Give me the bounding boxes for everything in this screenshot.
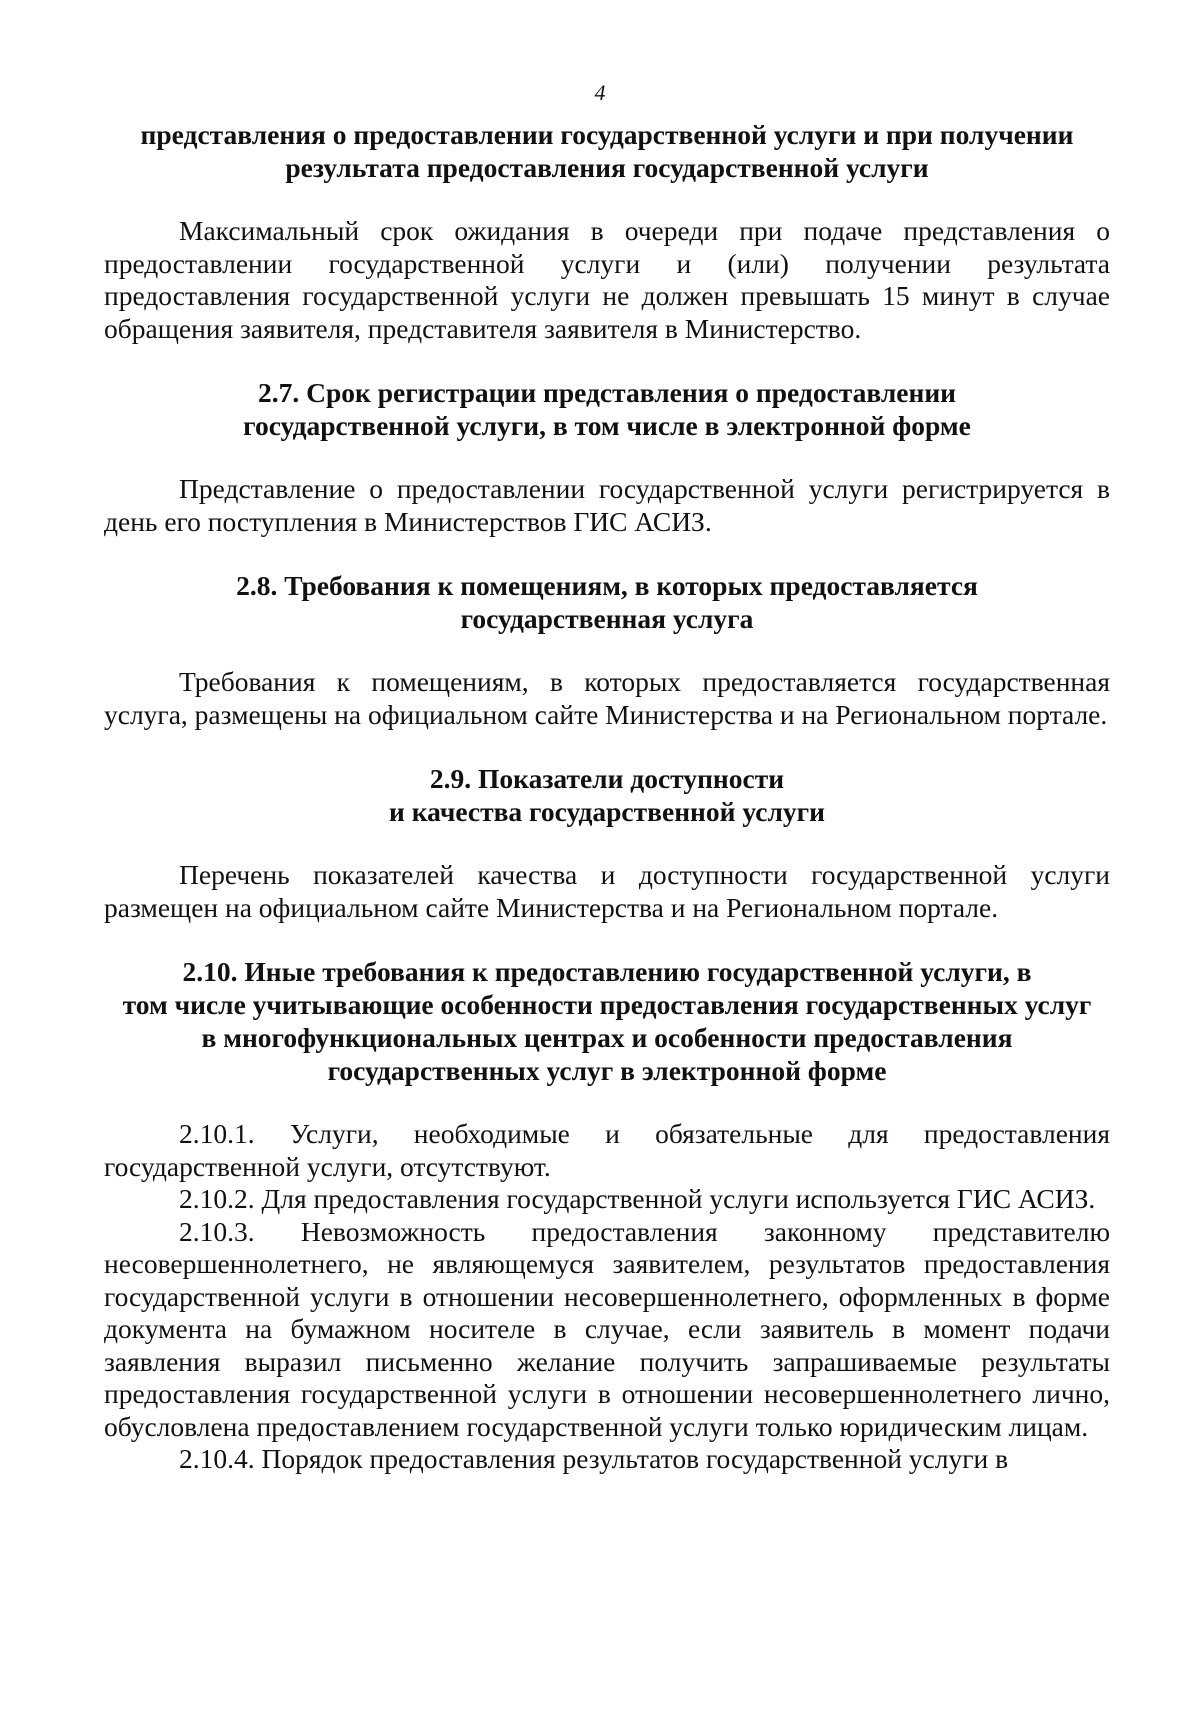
clause-2-10-2: 2.10.2. Для предоставления государственной услуги используется ГИС АСИЗ. [179, 1183, 1096, 1214]
heading-line: 2.9. Показатели доступности [429, 763, 785, 794]
section-heading-2-7 [104, 376, 1110, 442]
heading-line: 2.10. Иные требования к предоставлению государственной услуги, в [182, 956, 1032, 987]
page-number: 4 [594, 80, 606, 105]
heading-line: государственная услуга [460, 603, 754, 634]
document-body [104, 118, 1110, 1476]
body-paragraph: Представление о предоставлении государственной услуги регистрируется в день его поступления в Министерствов ГИС АСИЗ. [104, 473, 1110, 537]
clause-2-10-1: 2.10.1. Услуги, необходимые и обязательные для предоставления государственной услуги, отсутствуют. [104, 1118, 1110, 1182]
heading-line: государственных услуг в электронной форме [327, 1055, 887, 1086]
section-heading [104, 118, 1110, 184]
heading-line: в многофункциональных центрах и особенности предоставления [201, 1022, 1013, 1053]
heading-line: 2.8. Требования к помещениям, в которых предоставляется [236, 570, 978, 601]
heading-line: представления о предоставлении государственной услуги и при получении [140, 119, 1074, 150]
body-paragraph: Максимальный срок ожидания в очереди при подаче представления о предоставлении государственной услуги и (или) получении результата предоставления государственной услуги не должен превышать 15 минут в случае обращения заявителя, представителя заявителя в Министерство. [104, 215, 1110, 344]
heading-line: результата предоставления государственной услуги [285, 152, 929, 183]
section-heading-2-10 [104, 955, 1110, 1087]
clause-2-10-3: 2.10.3. Невозможность предоставления законному представителю несовершеннолетнего, не являющемуся заявителем, результатов предоставления государственной услуги в отношении несовершеннолетнего, оформленных в форме документа на бумажном носителе в случае, если заявитель в момент подачи заявления выразил письменно желание получить запрашиваемые результаты предоставления государственной услуги в отношении несовершеннолетнего лично, обусловлена предоставлением государственной услуги только юридическим лицам. [104, 1215, 1110, 1442]
heading-line: том числе учитывающие особенности предоставления государственных услуг [122, 989, 1092, 1020]
body-paragraph: Перечень показателей качества и доступности государственной услуги размещен на официальном сайте Министерства и на Региональном портале. [104, 859, 1110, 923]
section-heading-2-8 [104, 569, 1110, 635]
section-heading-2-9 [104, 762, 1110, 828]
heading-line: 2.7. Срок регистрации представления о предоставлении [257, 377, 957, 408]
heading-line: и качества государственной услуги [389, 796, 825, 827]
clause-2-10-4: 2.10.4. Порядок предоставления результатов государственной услуги в [179, 1443, 1009, 1474]
heading-line: государственной услуги, в том числе в электронной форме [243, 410, 971, 441]
body-paragraph: Требования к помещениям, в которых предоставляется государственная услуга, размещены на официальном сайте Министерства и на Региональном портале. [104, 666, 1110, 730]
